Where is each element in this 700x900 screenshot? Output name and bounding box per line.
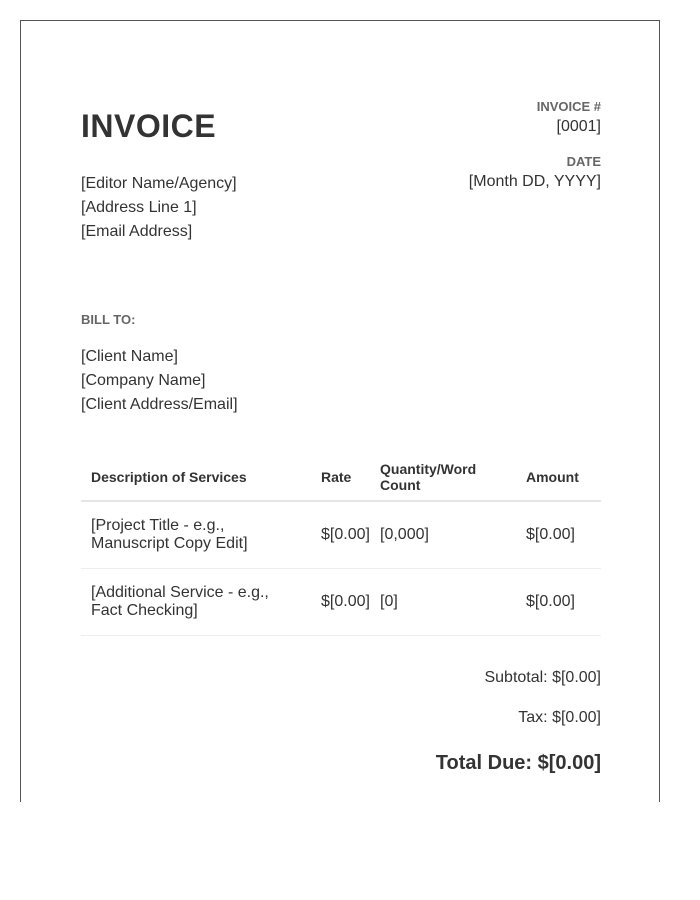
invoice-date: [Month DD, YYYY] [468, 173, 601, 190]
sender-address: [Address Line 1] [81, 199, 197, 216]
subtotal: Subtotal: $[0.00] [484, 669, 601, 686]
totals-section [301, 668, 601, 775]
invoice-page [20, 20, 660, 802]
row-description: [Project Title - e.g., Manuscript Copy Edit] [81, 501, 311, 569]
header-description: Description of Services [81, 453, 311, 501]
row-amount: $[0.00] [516, 501, 601, 569]
invoice-number-label: INVOICE # [536, 99, 601, 114]
invoice-title: INVOICE [81, 108, 217, 144]
sender-info [81, 172, 237, 244]
company-name: [Company Name] [81, 372, 206, 389]
row-description: [Additional Service - e.g., Fact Checking] [81, 569, 311, 636]
bill-to-info [81, 345, 238, 417]
row-quantity: [0] [370, 569, 516, 636]
row-rate: $[0.00] [311, 569, 370, 636]
services-table [81, 453, 601, 636]
table-header-row [81, 453, 601, 501]
sender-email: [Email Address] [81, 223, 193, 240]
total-due: Total Due: $[0.00] [435, 752, 601, 774]
tax: Tax: $[0.00] [518, 709, 601, 726]
client-contact: [Client Address/Email] [81, 396, 238, 413]
row-amount: $[0.00] [516, 569, 601, 636]
row-quantity: [0,000] [370, 501, 516, 569]
header-amount: Amount [516, 453, 601, 501]
header-quantity: Quantity/Word Count [370, 453, 516, 501]
table-row [81, 569, 601, 636]
row-rate: $[0.00] [311, 501, 370, 569]
sender-name: [Editor Name/Agency] [81, 175, 237, 192]
invoice-number: [0001] [556, 118, 601, 135]
table-row [81, 501, 601, 569]
bill-to-label: BILL TO: [81, 312, 136, 327]
header-rate: Rate [311, 453, 370, 501]
invoice-meta [381, 99, 601, 192]
date-label: DATE [566, 154, 601, 169]
client-name: [Client Name] [81, 348, 178, 365]
